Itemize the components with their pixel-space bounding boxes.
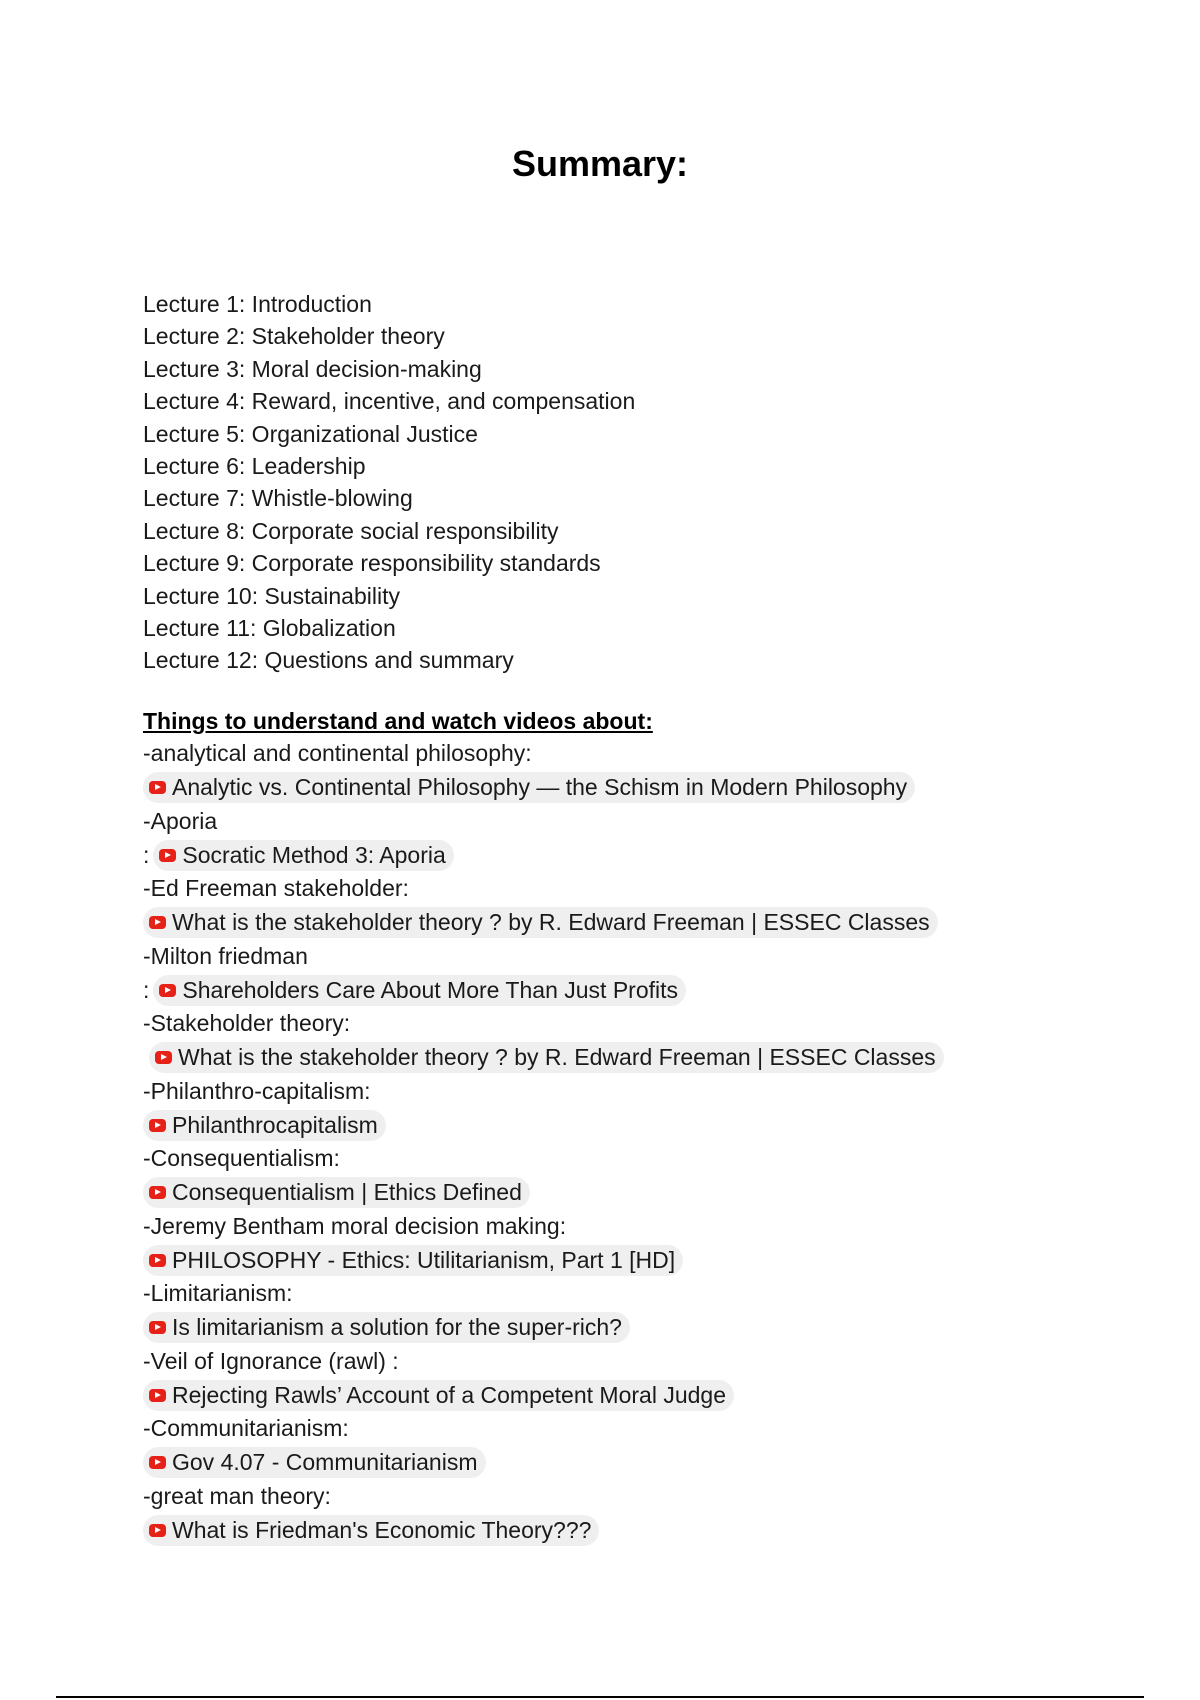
page-title: Summary: bbox=[511, 143, 689, 184]
topic-label: -Aporia bbox=[143, 807, 218, 834]
topic-label: -Stakeholder theory: bbox=[143, 1010, 351, 1036]
youtube-icon bbox=[149, 1321, 166, 1334]
topic-label: -Communitarianism: bbox=[143, 1415, 349, 1441]
lecture-item: Lecture 9: Corporate responsibility standards bbox=[143, 550, 601, 577]
video-title: Rejecting Rawls’ Account of a Competent Moral Judge bbox=[172, 1381, 726, 1408]
section-title: Things to understand and watch videos about: bbox=[143, 708, 653, 734]
topics-list bbox=[143, 737, 944, 1547]
lecture-item: Lecture 4: Reward, incentive, and compensation bbox=[143, 388, 636, 415]
youtube-icon bbox=[149, 1389, 166, 1402]
lecture-list bbox=[143, 288, 635, 677]
youtube-icon bbox=[149, 1254, 166, 1267]
youtube-icon bbox=[149, 1456, 166, 1469]
video-title: Is limitarianism a solution for the super-rich? bbox=[172, 1314, 622, 1340]
video-link-chip[interactable] bbox=[143, 1110, 386, 1141]
video-title: Consequentialism | Ethics Defined bbox=[172, 1179, 522, 1205]
topic-label: -Philanthro-capitalism: bbox=[143, 1077, 371, 1104]
video-link-chip[interactable] bbox=[143, 1515, 599, 1546]
video-chip-line bbox=[143, 1311, 944, 1345]
youtube-icon bbox=[149, 781, 166, 794]
video-chip-line bbox=[143, 1513, 944, 1547]
video-title: Gov 4.07 - Communitarianism bbox=[172, 1449, 478, 1475]
lecture-item: Lecture 5: Organizational Justice bbox=[143, 420, 478, 447]
video-link-chip[interactable] bbox=[153, 840, 453, 871]
video-chip-line bbox=[143, 906, 944, 940]
video-chip-line bbox=[143, 973, 944, 1007]
youtube-icon bbox=[149, 1186, 166, 1199]
lecture-item: Lecture 7: Whistle-blowing bbox=[143, 485, 413, 512]
lecture-item: Lecture 6: Leadership bbox=[143, 452, 366, 479]
chip-prefix: : bbox=[143, 841, 150, 868]
video-link-chip[interactable] bbox=[143, 1245, 683, 1276]
video-chip-line bbox=[143, 838, 944, 872]
topic-label: -analytical and continental philosophy: bbox=[143, 740, 532, 766]
video-link-chip[interactable] bbox=[143, 1447, 486, 1478]
lecture-item: Lecture 8: Corporate social responsibility bbox=[143, 517, 559, 544]
video-link-chip[interactable] bbox=[153, 975, 686, 1006]
lecture-item: Lecture 10: Sustainability bbox=[143, 582, 400, 609]
lecture-item: Lecture 1: Introduction bbox=[143, 291, 372, 317]
youtube-icon bbox=[159, 849, 176, 862]
video-chip-line bbox=[143, 1041, 944, 1075]
topic-label: -great man theory: bbox=[143, 1482, 331, 1509]
youtube-icon bbox=[149, 1119, 166, 1132]
video-title: Philanthrocapitalism bbox=[172, 1111, 378, 1138]
video-link-chip[interactable] bbox=[149, 1042, 944, 1073]
video-title: PHILOSOPHY - Ethics: Utilitarianism, Part 1 [HD] bbox=[172, 1246, 676, 1273]
video-title: Analytic vs. Continental Philosophy — the Schism in Modern Philosophy bbox=[172, 774, 908, 800]
video-link-chip[interactable] bbox=[143, 1312, 630, 1343]
video-link-chip[interactable] bbox=[143, 1380, 734, 1411]
video-title: Socratic Method 3: Aporia bbox=[182, 841, 446, 868]
video-title: What is the stakeholder theory ? by R. Edward Freeman | ESSEC Classes bbox=[178, 1044, 936, 1070]
topic-label: -Milton friedman bbox=[143, 942, 308, 969]
youtube-icon bbox=[149, 1524, 166, 1537]
footer-rule bbox=[56, 1696, 1144, 1698]
video-chip-line bbox=[143, 1108, 944, 1142]
lecture-item: Lecture 3: Moral decision-making bbox=[143, 355, 482, 382]
youtube-icon bbox=[159, 984, 176, 997]
video-chip-line bbox=[143, 1176, 944, 1210]
video-link-chip[interactable] bbox=[143, 1177, 530, 1208]
topic-label: -Veil of Ignorance (rawl) : bbox=[143, 1347, 399, 1374]
video-chip-line bbox=[143, 1446, 944, 1480]
lecture-item: Lecture 12: Questions and summary bbox=[143, 647, 514, 674]
chip-prefix: : bbox=[143, 976, 150, 1003]
lecture-item: Lecture 11: Globalization bbox=[143, 614, 396, 641]
topic-label: -Consequentialism: bbox=[143, 1145, 340, 1171]
topic-label: -Ed Freeman stakeholder: bbox=[143, 875, 409, 901]
topic-label: -Limitarianism: bbox=[143, 1280, 293, 1306]
video-title: What is Friedman's Economic Theory??? bbox=[172, 1516, 592, 1543]
video-link-chip[interactable] bbox=[143, 907, 938, 938]
youtube-icon bbox=[149, 916, 166, 929]
video-title: What is the stakeholder theory ? by R. Edward Freeman | ESSEC Classes bbox=[172, 909, 930, 935]
youtube-icon bbox=[155, 1051, 172, 1064]
video-chip-line bbox=[143, 771, 944, 805]
topic-label: -Jeremy Bentham moral decision making: bbox=[143, 1212, 567, 1239]
video-title: Shareholders Care About More Than Just Profits bbox=[182, 976, 679, 1003]
lecture-item: Lecture 2: Stakeholder theory bbox=[143, 323, 445, 350]
video-chip-line bbox=[143, 1378, 944, 1412]
video-link-chip[interactable] bbox=[143, 772, 915, 803]
video-chip-line bbox=[143, 1243, 944, 1277]
